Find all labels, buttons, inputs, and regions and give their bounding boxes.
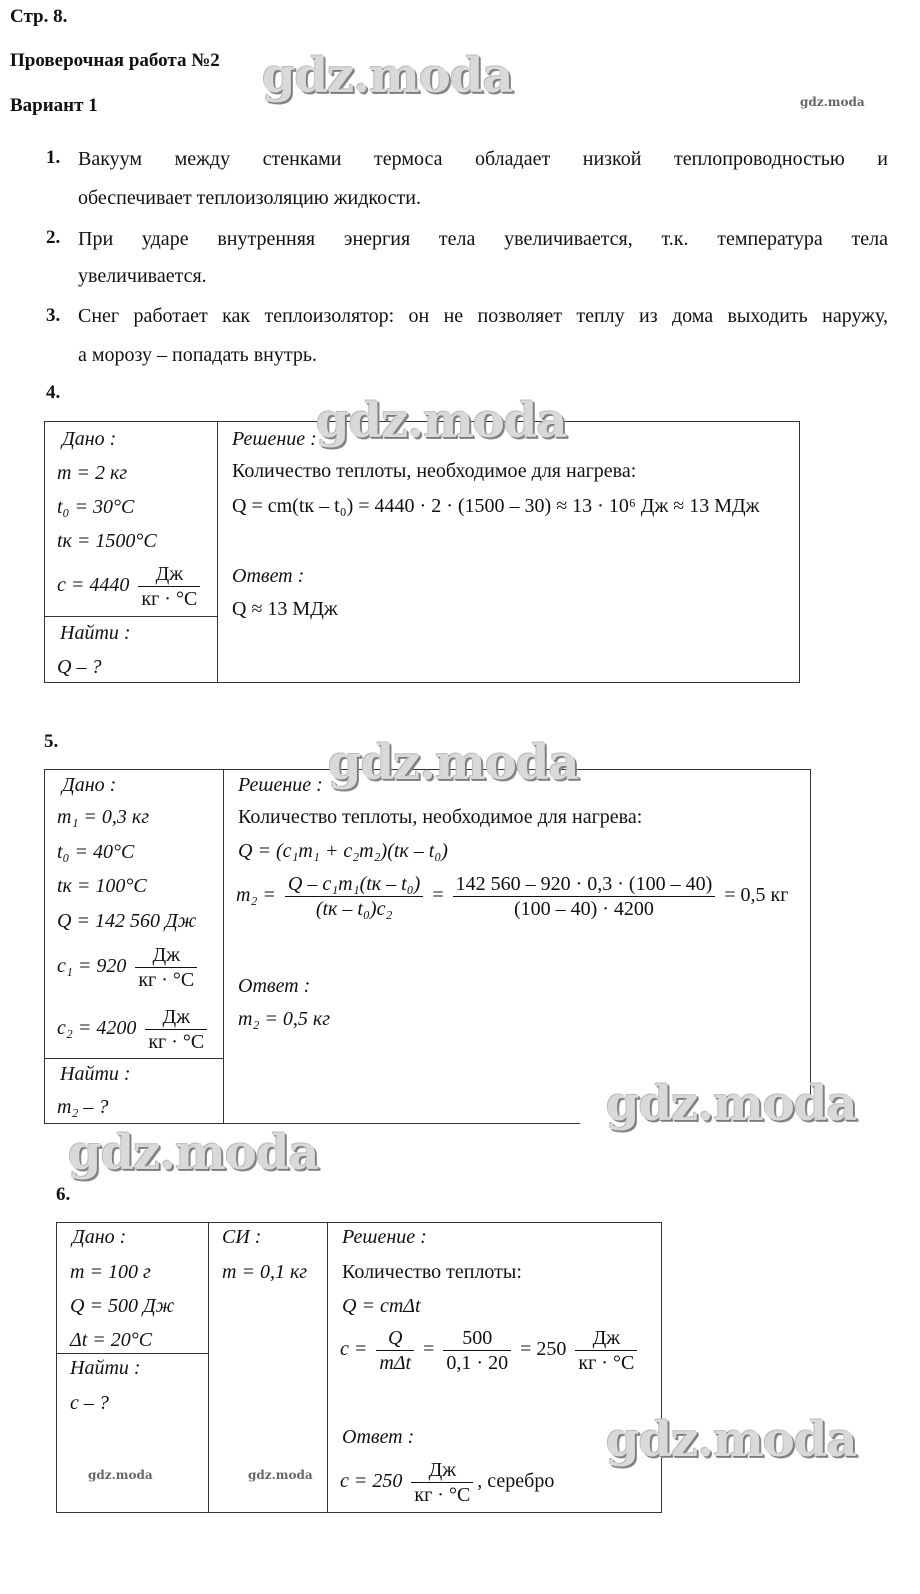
unit-numerator: Дж	[138, 562, 200, 587]
fraction-numerator: 500	[443, 1326, 511, 1351]
given-value-text: c₂ = 4200	[57, 1017, 137, 1040]
given-value-text: c₁ = 920	[57, 955, 127, 978]
answer-text: c = 250	[340, 1470, 403, 1493]
watermark: gdz.moda	[68, 1125, 319, 1181]
fraction-denominator: (tк – t₀)c₂	[315, 898, 393, 920]
item-number: 2.	[46, 227, 61, 248]
unit-denominator: кг · °C	[138, 969, 195, 991]
divider	[56, 1353, 209, 1354]
item-text: увеличивается.	[78, 265, 207, 287]
unit-denominator: кг · °C	[414, 1484, 471, 1506]
unit-fraction	[135, 943, 197, 992]
item-text: Вакуум между стенками термоса обладает низкой теплопроводностью и	[78, 148, 888, 170]
unit-numerator: Дж	[411, 1458, 473, 1483]
solution-formula	[340, 1326, 641, 1375]
answer-substance: , серебро	[477, 1470, 555, 1493]
given-value	[57, 562, 204, 611]
answer-value	[340, 1458, 554, 1507]
divider	[217, 421, 218, 683]
solution-label: Решение :	[232, 428, 317, 450]
formula-left: m₂ =	[236, 884, 276, 907]
fraction-numerator: 142 560 – 920 · 0,3 · (100 – 40)	[453, 872, 716, 897]
work-title: Проверочная работа №2	[10, 50, 220, 71]
unit-denominator: кг · °C	[578, 1352, 635, 1374]
find-label: Найти :	[60, 1063, 131, 1085]
fraction-denominator: (100 – 40) · 4200	[513, 898, 654, 920]
task-number: 4.	[46, 382, 61, 403]
unit-fraction	[411, 1458, 473, 1507]
item-text: обеспечивает теплоизоляцию жидкости.	[78, 187, 421, 209]
page-number: Стр. 8.	[10, 6, 68, 27]
solution-label: Решение :	[238, 774, 323, 796]
fraction-numerator: Q	[376, 1326, 414, 1351]
find-label: Найти :	[60, 622, 131, 644]
divider	[327, 1222, 328, 1513]
solution-formula: Q = cm(tк – t₀) = 4440 · 2 · (1500 – 30) ≈ 13 · 10⁶ Дж ≈ 13 МДж	[232, 495, 760, 517]
unit-numerator: Дж	[135, 943, 197, 968]
answer-value: m₂ = 0,5 кг	[238, 1008, 331, 1030]
formula-fraction	[443, 1326, 511, 1375]
answer-label: Ответ :	[342, 1426, 415, 1448]
unit-fraction	[138, 562, 200, 611]
given-label: Дано :	[62, 428, 117, 450]
item-number: 3.	[46, 305, 61, 326]
given-value: Q = 142 560 Дж	[57, 910, 197, 932]
divider	[208, 1222, 209, 1513]
watermark: gdz.moda	[262, 48, 513, 104]
unit-denominator: кг · °C	[141, 588, 198, 610]
given-value: tк = 1500°C	[57, 530, 157, 552]
solution-formula	[236, 872, 788, 921]
watermark: gdz.moda	[316, 393, 567, 449]
solution-line: Количество теплоты, необходимое для нагрева:	[232, 460, 637, 482]
divider	[44, 1058, 224, 1059]
find-value: c – ?	[70, 1392, 109, 1414]
divider	[44, 769, 45, 1124]
si-label: СИ :	[222, 1226, 262, 1248]
fraction-denominator: mΔt	[379, 1352, 412, 1374]
given-value: m₁ = 0,3 кг	[57, 806, 150, 828]
unit-fraction	[145, 1005, 207, 1054]
task-number: 5.	[44, 731, 59, 752]
watermark-small: gdz.moda	[800, 95, 865, 109]
given-label: Дано :	[62, 774, 117, 796]
formula-fraction	[376, 1326, 414, 1375]
answer-label: Ответ :	[238, 975, 311, 997]
item-number: 1.	[46, 147, 61, 168]
item-text: При ударе внутренняя энергия тела увеличивается, т.к. температура тела	[78, 228, 888, 250]
solution-label: Решение :	[342, 1226, 427, 1248]
task-number: 6.	[56, 1184, 71, 1205]
formula-result: = 250	[520, 1338, 567, 1361]
answer-value: Q ≈ 13 МДж	[232, 598, 338, 620]
formula-fraction	[453, 872, 716, 921]
unit-denominator: кг · °C	[148, 1031, 205, 1053]
find-value: m₂ – ?	[57, 1096, 109, 1118]
given-value: t₀ = 40°C	[57, 841, 135, 863]
given-value: Δt = 20°C	[70, 1329, 153, 1351]
variant-title: Вариант 1	[10, 95, 98, 116]
formula-fraction	[285, 872, 423, 921]
find-value: Q – ?	[57, 656, 102, 678]
formula-result: = 0,5 кг	[724, 884, 789, 907]
given-value-text: c = 4440	[57, 574, 130, 597]
si-value: m = 0,1 кг	[222, 1261, 308, 1283]
given-value	[57, 943, 201, 992]
solution-line: Количество теплоты:	[342, 1261, 522, 1283]
watermark: gdz.moda	[606, 1412, 857, 1468]
watermark-small: gdz.moda	[88, 1468, 153, 1482]
item-text: Снег работает как теплоизолятор: он не позволяет теплу из дома выходить наружу,	[78, 305, 888, 327]
divider	[223, 769, 224, 1124]
equals-sign: =	[423, 1338, 435, 1361]
answer-label: Ответ :	[232, 565, 305, 587]
fraction-denominator: 0,1 · 20	[446, 1352, 509, 1374]
find-label: Найти :	[70, 1357, 141, 1379]
given-value: m = 2 кг	[57, 462, 128, 484]
given-value: Q = 500 Дж	[70, 1295, 175, 1317]
formula-left: c =	[340, 1338, 368, 1361]
unit-numerator: Дж	[575, 1326, 637, 1351]
solution-formula: Q = (c₁m₁ + c₂m₂)(tк – t₀)	[238, 840, 448, 862]
given-value	[57, 1005, 211, 1054]
watermark: gdz.moda	[328, 735, 579, 791]
watermark-small: gdz.moda	[248, 1468, 313, 1482]
solution-formula: Q = cmΔt	[342, 1295, 421, 1317]
given-label: Дано :	[72, 1226, 127, 1248]
unit-numerator: Дж	[145, 1005, 207, 1030]
item-text: а морозу – попадать внутрь.	[78, 344, 317, 366]
watermark: gdz.moda	[606, 1076, 857, 1132]
divider	[810, 769, 811, 1099]
given-value: m = 100 г	[70, 1261, 151, 1283]
divider	[44, 616, 218, 617]
unit-fraction	[575, 1326, 637, 1375]
fraction-numerator: Q – c₁m₁(tк – t₀)	[285, 872, 423, 897]
given-value: tк = 100°C	[57, 875, 147, 897]
equals-sign: =	[432, 884, 444, 907]
solution-line: Количество теплоты, необходимое для нагрева:	[238, 806, 643, 828]
given-value: t₀ = 30°C	[57, 496, 135, 518]
